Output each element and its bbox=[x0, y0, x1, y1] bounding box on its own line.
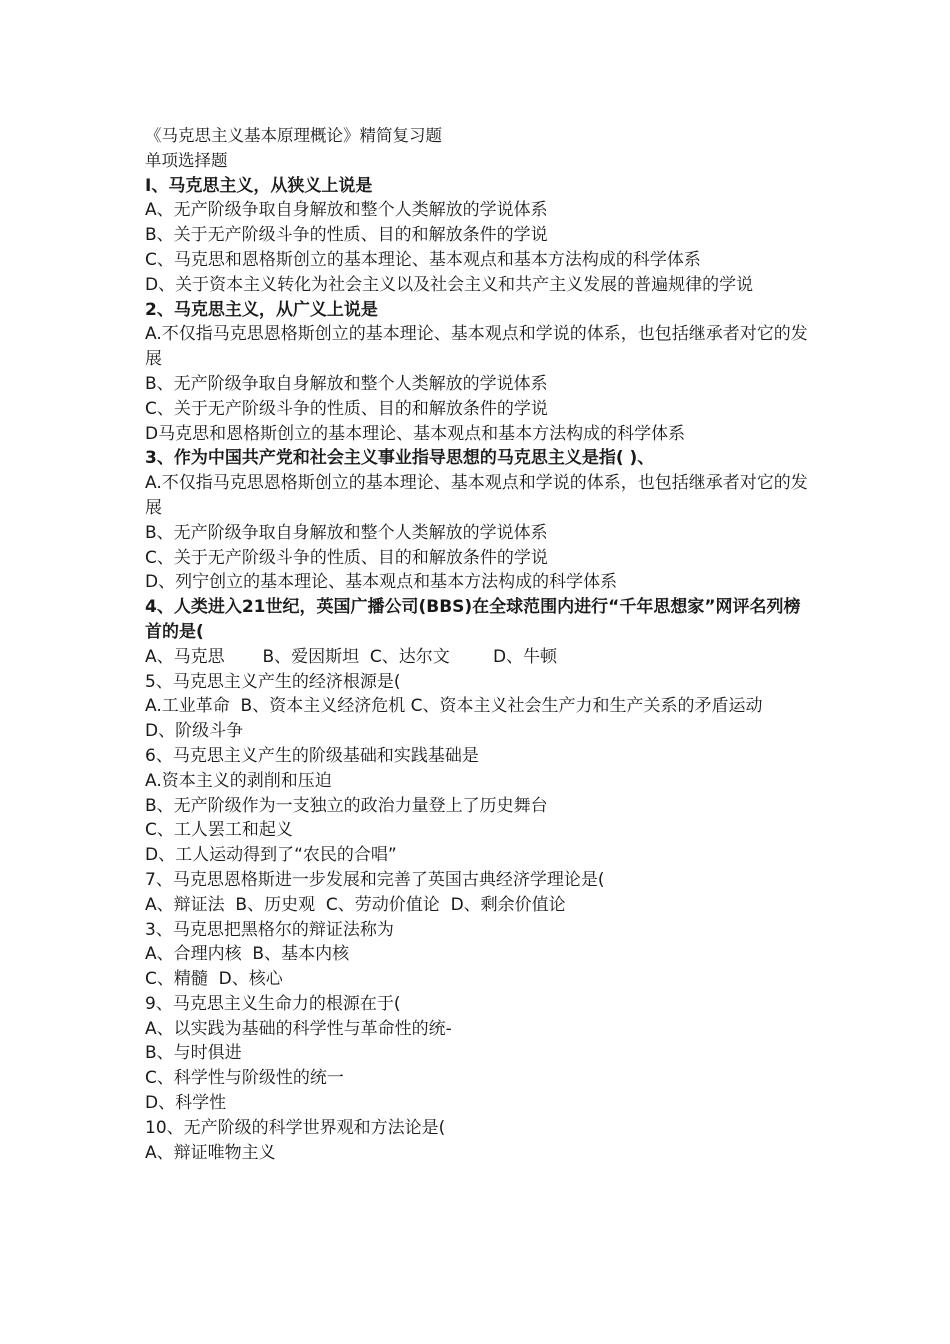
text-line: A、辩证法 B、历史观 C、劳动价值论 D、剩余价值论 bbox=[145, 894, 566, 915]
text-line: C、工人罢工和起义 bbox=[145, 820, 293, 841]
text-line: D、工人运动得到了“农民的合唱” bbox=[145, 845, 397, 866]
text-line: A、合理内核 B、基本内核 bbox=[145, 944, 350, 965]
text-line: C、精髓 D、核心 bbox=[145, 969, 283, 990]
text-line: B、无产阶级争取自身解放和整个人类解放的学说体系 bbox=[145, 373, 548, 394]
text-line: A.不仅指马克思恩格斯创立的基本理论、基本观点和学说的体系，也包括继承者对它的发展 bbox=[145, 324, 808, 370]
text-line: 9、马克思主义生命力的根源在于( bbox=[145, 993, 401, 1014]
text-line: A.不仅指马克思恩格斯创立的基本理论、基本观点和学说的体系，也包括继承者对它的发展 bbox=[145, 473, 808, 518]
question-line: 4、人类进入21世纪，英国广播公司(BBS)在全球范围内进行“千年思想家”网评名列榜首的是( bbox=[145, 597, 801, 642]
text-line: A、以实践为基础的科学性与革命性的统- bbox=[145, 1018, 452, 1039]
text-line: D、关于资本主义转化为社会主义以及社会主义和共产主义发展的普遍规律的学说 bbox=[145, 274, 754, 295]
text-line: C、关于无产阶级斗争的性质、目的和解放条件的学说 bbox=[145, 398, 548, 419]
text-line: D、阶级斗争 bbox=[145, 721, 244, 742]
text-line: A、无产阶级争取自身解放和整个人类解放的学说体系 bbox=[145, 200, 548, 221]
text-line: A.工业革命 B、资本主义经济危机 C、资本主义社会生产力和生产关系的矛盾运动 bbox=[145, 696, 763, 717]
text-line: 6、马克思主义产生的阶级基础和实践基础是 bbox=[145, 745, 479, 766]
text-line: B、无产阶级争取自身解放和整个人类解放的学说体系 bbox=[145, 522, 548, 543]
text-line: D、科学性 bbox=[145, 1093, 227, 1114]
document-title: 《马克思主义基本原理概论》精简复习题 bbox=[145, 126, 442, 145]
text-line: 10、无产阶级的科学世界观和方法论是( bbox=[145, 1117, 446, 1138]
text-line: 5、马克思主义产生的经济根源是( bbox=[145, 671, 401, 692]
text-line: A、马克思 B、爱因斯坦 C、达尔文 D、牛顿 bbox=[145, 646, 558, 667]
text-line: D马克思和恩格斯创立的基本理论、基本观点和基本方法构成的科学体系 bbox=[145, 423, 686, 444]
text-line: 7、马克思恩格斯进一步发展和完善了英国古典经济学理论是( bbox=[145, 869, 605, 890]
text-line: B、无产阶级作为一支独立的政治力量登上了历史舞台 bbox=[145, 795, 548, 816]
question-line: 3、作为中国共产党和社会主义事业指导思想的马克思主义是指( )、 bbox=[145, 448, 655, 469]
text-line: C、关于无产阶级斗争的性质、目的和解放条件的学说 bbox=[145, 547, 548, 568]
text-line: A.资本主义的剥削和压迫 bbox=[145, 770, 332, 791]
text-line: D、列宁创立的基本理论、基本观点和基本方法构成的科学体系 bbox=[145, 572, 618, 593]
question-line: I、马克思主义，从狭义上说是 bbox=[145, 175, 373, 196]
text-line: B、与时俱进 bbox=[145, 1043, 242, 1064]
text-line: A、辩证唯物主义 bbox=[145, 1142, 276, 1163]
text-line: C、科学性与阶级性的统一 bbox=[145, 1068, 344, 1089]
question-list bbox=[145, 174, 815, 1166]
text-line: C、马克思和恩格斯创立的基本理论、基本观点和基本方法构成的科学体系 bbox=[145, 249, 701, 270]
question-line: 2、马克思主义，从广义上说是 bbox=[145, 299, 378, 320]
document-body bbox=[145, 124, 815, 1165]
text-line: B、关于无产阶级斗争的性质、目的和解放条件的学说 bbox=[145, 225, 548, 246]
text-line: 3、马克思把黑格尔的辩证法称为 bbox=[145, 919, 394, 940]
section-heading: 单项选择题 bbox=[145, 150, 228, 170]
